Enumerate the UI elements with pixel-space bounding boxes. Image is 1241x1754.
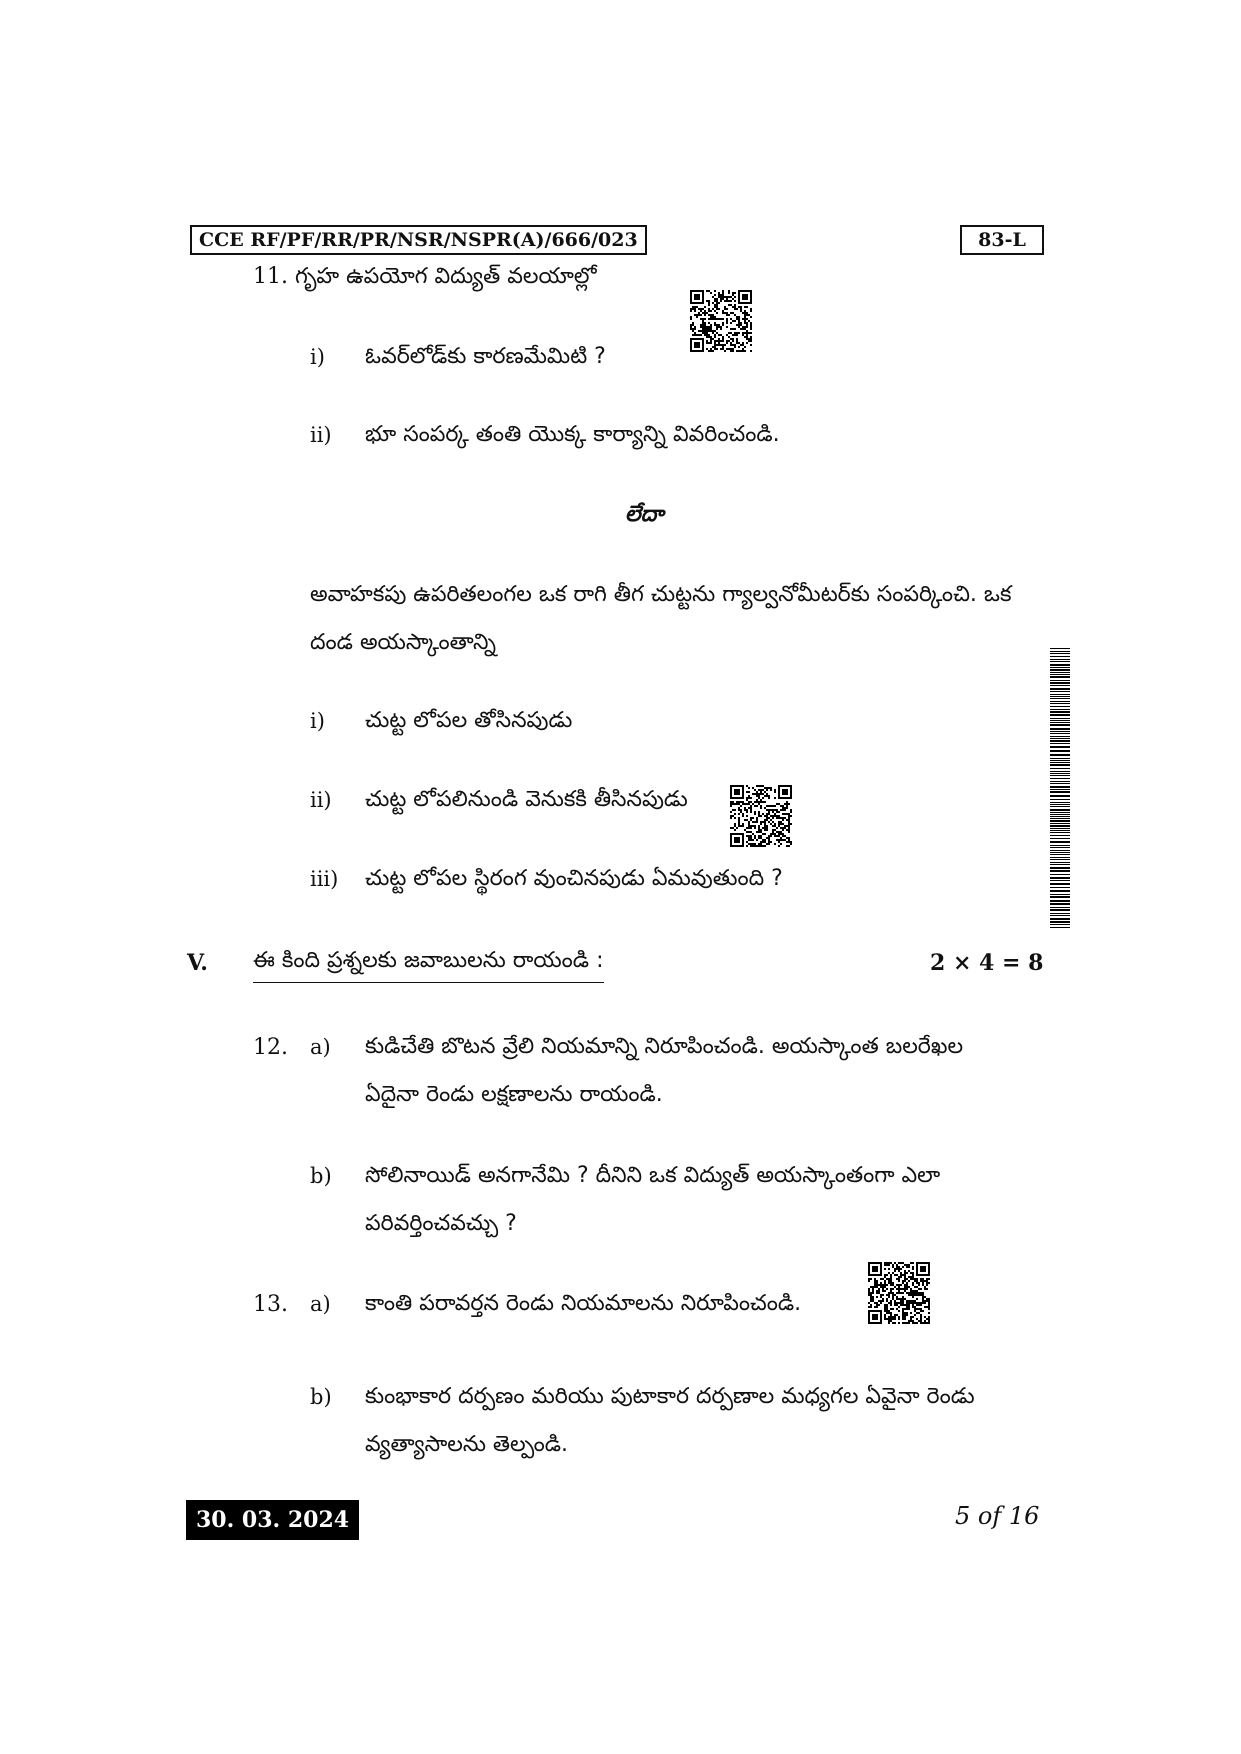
q12-a-line2: ఏదైనా రెండు లక్షణాలను రాయండి. [365,1082,663,1107]
question-number-11: 11. [253,264,288,289]
q11-alt-iii-label: iii) [310,867,339,891]
q11-alt-i-text: చుట్ట లోపల తోసినపుడు [365,708,573,733]
q13-b-label: b) [310,1385,332,1409]
q11-alt-ii-text: చుట్ట లోపలినుండి వెనుకకి తీసినపుడు [365,787,688,812]
q12-b-line1: సోలినాయిడ్ అనగానేమి ? దీనిని ఒక విద్యుత్ అయస్కాంతంగా ఎలా [365,1163,941,1188]
qr-code [690,290,752,352]
q11-alt-line1: అవాహకపు ఉపరితలంగల ఒక రాగి తీగ చుట్టను గ్యాల్వనోమీటర్‌కు సంపర్కించి. ఒక [310,582,1012,607]
qr-code [730,785,792,847]
qr-code [868,1262,930,1324]
q11-i-text: ఓవర్‌లోడ్‌కు కారణమేమిటి ? [365,344,606,369]
question-11-stem: గృహ ఉపయోగ విద్యుత్ వలయాల్లో [295,264,597,289]
q12-a-line1: కుడిచేతి బొటన వ్రేలి నియమాన్ని నిరూపించండి. అయస్కాంత బలరేఖల [365,1034,964,1059]
q13-b-line2: వ్యత్యాసాలను తెల్పండి. [365,1432,569,1457]
q11-ii-text: భూ సంపర్క తంతి యొక్క కార్యాన్ని వివరించండి. [365,422,780,447]
q12-b-label: b) [310,1164,332,1188]
q12-a-label: a) [310,1035,331,1059]
section-marks: 2 × 4 = 8 [930,950,1044,976]
q11-alt-i-label: i) [310,709,325,733]
q13-a-text: కాంతి పరావర్తన రెండు నియమాలను నిరూపించండి. [365,1291,802,1316]
question-number-12: 12. [253,1035,288,1060]
q13-a-label: a) [310,1292,331,1316]
q11-alt-line2: దండ అయస్కాంతాన్ని [310,630,496,655]
exam-date: 30. 03. 2024 [186,1500,359,1540]
section-roman-numeral: V. [187,950,208,976]
barcode [1050,648,1070,928]
q11-alt-ii-label: ii) [310,788,332,812]
q11-alt-iii-text: చుట్ట లోపల స్థిరంగ వుంచినపుడు ఏమవుతుంది ? [365,866,783,891]
paper-code: CCE RF/PF/RR/PR/NSR/NSPR(A)/666/023 [190,225,647,255]
q13-b-line1: కుంభాకార దర్పణం మరియు పుటాకార దర్పణాల మధ్యగల ఏవైనా రెండు [365,1384,975,1409]
q11-ii-label: ii) [310,423,332,447]
or-separator: లేదా [625,502,664,527]
section-title: ఈ కింది ప్రశ్నలకు జవాబులను రాయండి : [253,946,604,983]
page-number: 5 of 16 [955,1502,1040,1530]
q12-b-line2: పరివర్తించవచ్చు ? [365,1211,517,1236]
q11-i-label: i) [310,345,325,369]
paper-number: 83-L [960,225,1044,255]
question-number-13: 13. [253,1292,288,1317]
